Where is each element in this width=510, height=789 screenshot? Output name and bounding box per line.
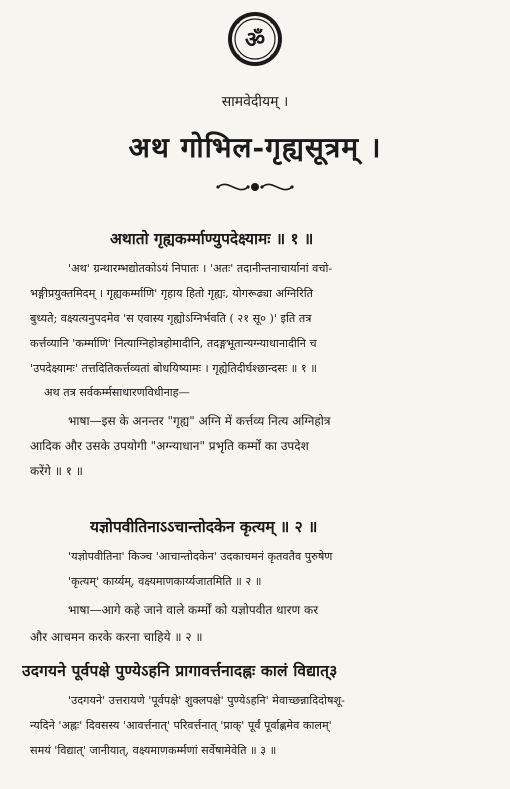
commentary-line: समयं 'विद्यात्' जानीयात्, वक्ष्यमाणकर्म्मणां सर्वेषामेवेति ॥ ३ ॥ <box>30 744 277 757</box>
bhasha-line: भाषा—आगे कहे जाने वाले कर्म्मों को यज्ञोपवीत धारण कर <box>68 603 319 617</box>
commentary-line: न्यदिने 'अह्नः' दिवसस्य 'आवर्त्तनात्' परिवर्त्तनात् 'प्राक्' पूर्वं पूर्वाह्णमेव कालम्' <box>30 719 332 732</box>
ornament-divider-icon <box>214 176 296 198</box>
commentary-line: भङ्गीप्रयुक्तमिदम् । गृह्यकर्म्माणि' गृहाय हितो गृह्यः, योगरूढ्या अग्निरिति <box>30 287 313 300</box>
commentary-line: 'उदगयने' उत्तरायणे 'पूर्वपक्षे' शुक्लपक्षे' पुण्येऽहनि' मेवाच्छन्नादिदोषशू- <box>68 694 345 707</box>
commentary-line: 'यज्ञोपवीतिना' किञ्च 'आचान्तोदकेन' उदकाचमनं कृतवतैव पुरुषेण <box>68 550 333 563</box>
commentary-line: 'उपदेक्ष्यामः' तत्तदितिकर्त्तव्यतां बोधयिष्यामः । गृह्येतिदीर्घश्छान्दसः ॥ १ ॥ <box>30 362 317 375</box>
commentary-line: बुध्यते; वक्ष्यत्यनुपदमेव 'स एवास्य गृह्योऽग्निर्भवति ( २१ सू० )' इति तत्र <box>30 312 312 325</box>
page-title: अथ गोभिल-गृह्यसूत्रम् । <box>128 131 382 164</box>
commentary-line: 'कृत्यम्' कार्य्यम्, वक्ष्यमाणकार्य्यजातमिति ॥ २ ॥ <box>68 575 262 588</box>
bhasha-line: करेंगे ॥ १ ॥ <box>30 464 83 478</box>
veda-heading: सामवेदीयम् । <box>221 94 289 110</box>
commentary-line: अथ तत्र सर्वकर्म्मसाधारणविधीनाह— <box>44 386 190 399</box>
sutra-line: यज्ञोपवीतिनाऽऽचान्तोदकेन कृत्यम् ॥ २ ॥ <box>90 517 318 536</box>
sutra-line: अथातो गृह्यकर्म्माण्युपदेक्ष्यामः ॥ १ ॥ <box>110 229 314 248</box>
bhasha-line: भाषा—इस के अनन्तर "गृह्य" अग्नि में कर्त्तव्य नित्य अग्निहोत्र <box>68 414 331 428</box>
bhasha-line: और आचमन करके करना चाहिये ॥ २ ॥ <box>30 630 203 644</box>
om-symbol: ॐ <box>244 28 266 53</box>
sutra-line: उदगयने पूर्वपक्षे पुण्येऽहनि प्रागावर्त्तनादह्नः कालं विद्यात्३ <box>22 661 338 680</box>
om-emblem-icon <box>226 10 284 68</box>
bhasha-line: आदिक और उसके उपयोगी "अग्न्याधान" प्रभृति कर्म्मों का उपदेश <box>30 439 309 453</box>
commentary-line: 'अथ' ग्रन्थारम्भद्योतकोऽयं निपातः । 'अतः' तदानीन्तनाचार्यानां वचो- <box>68 262 333 275</box>
commentary-line: कर्त्तव्यानि 'कर्म्माणि' नित्याग्निहोत्रहोमादीनि, तदङ्गभूतान्यग्न्याधानादीनि च <box>30 337 317 350</box>
